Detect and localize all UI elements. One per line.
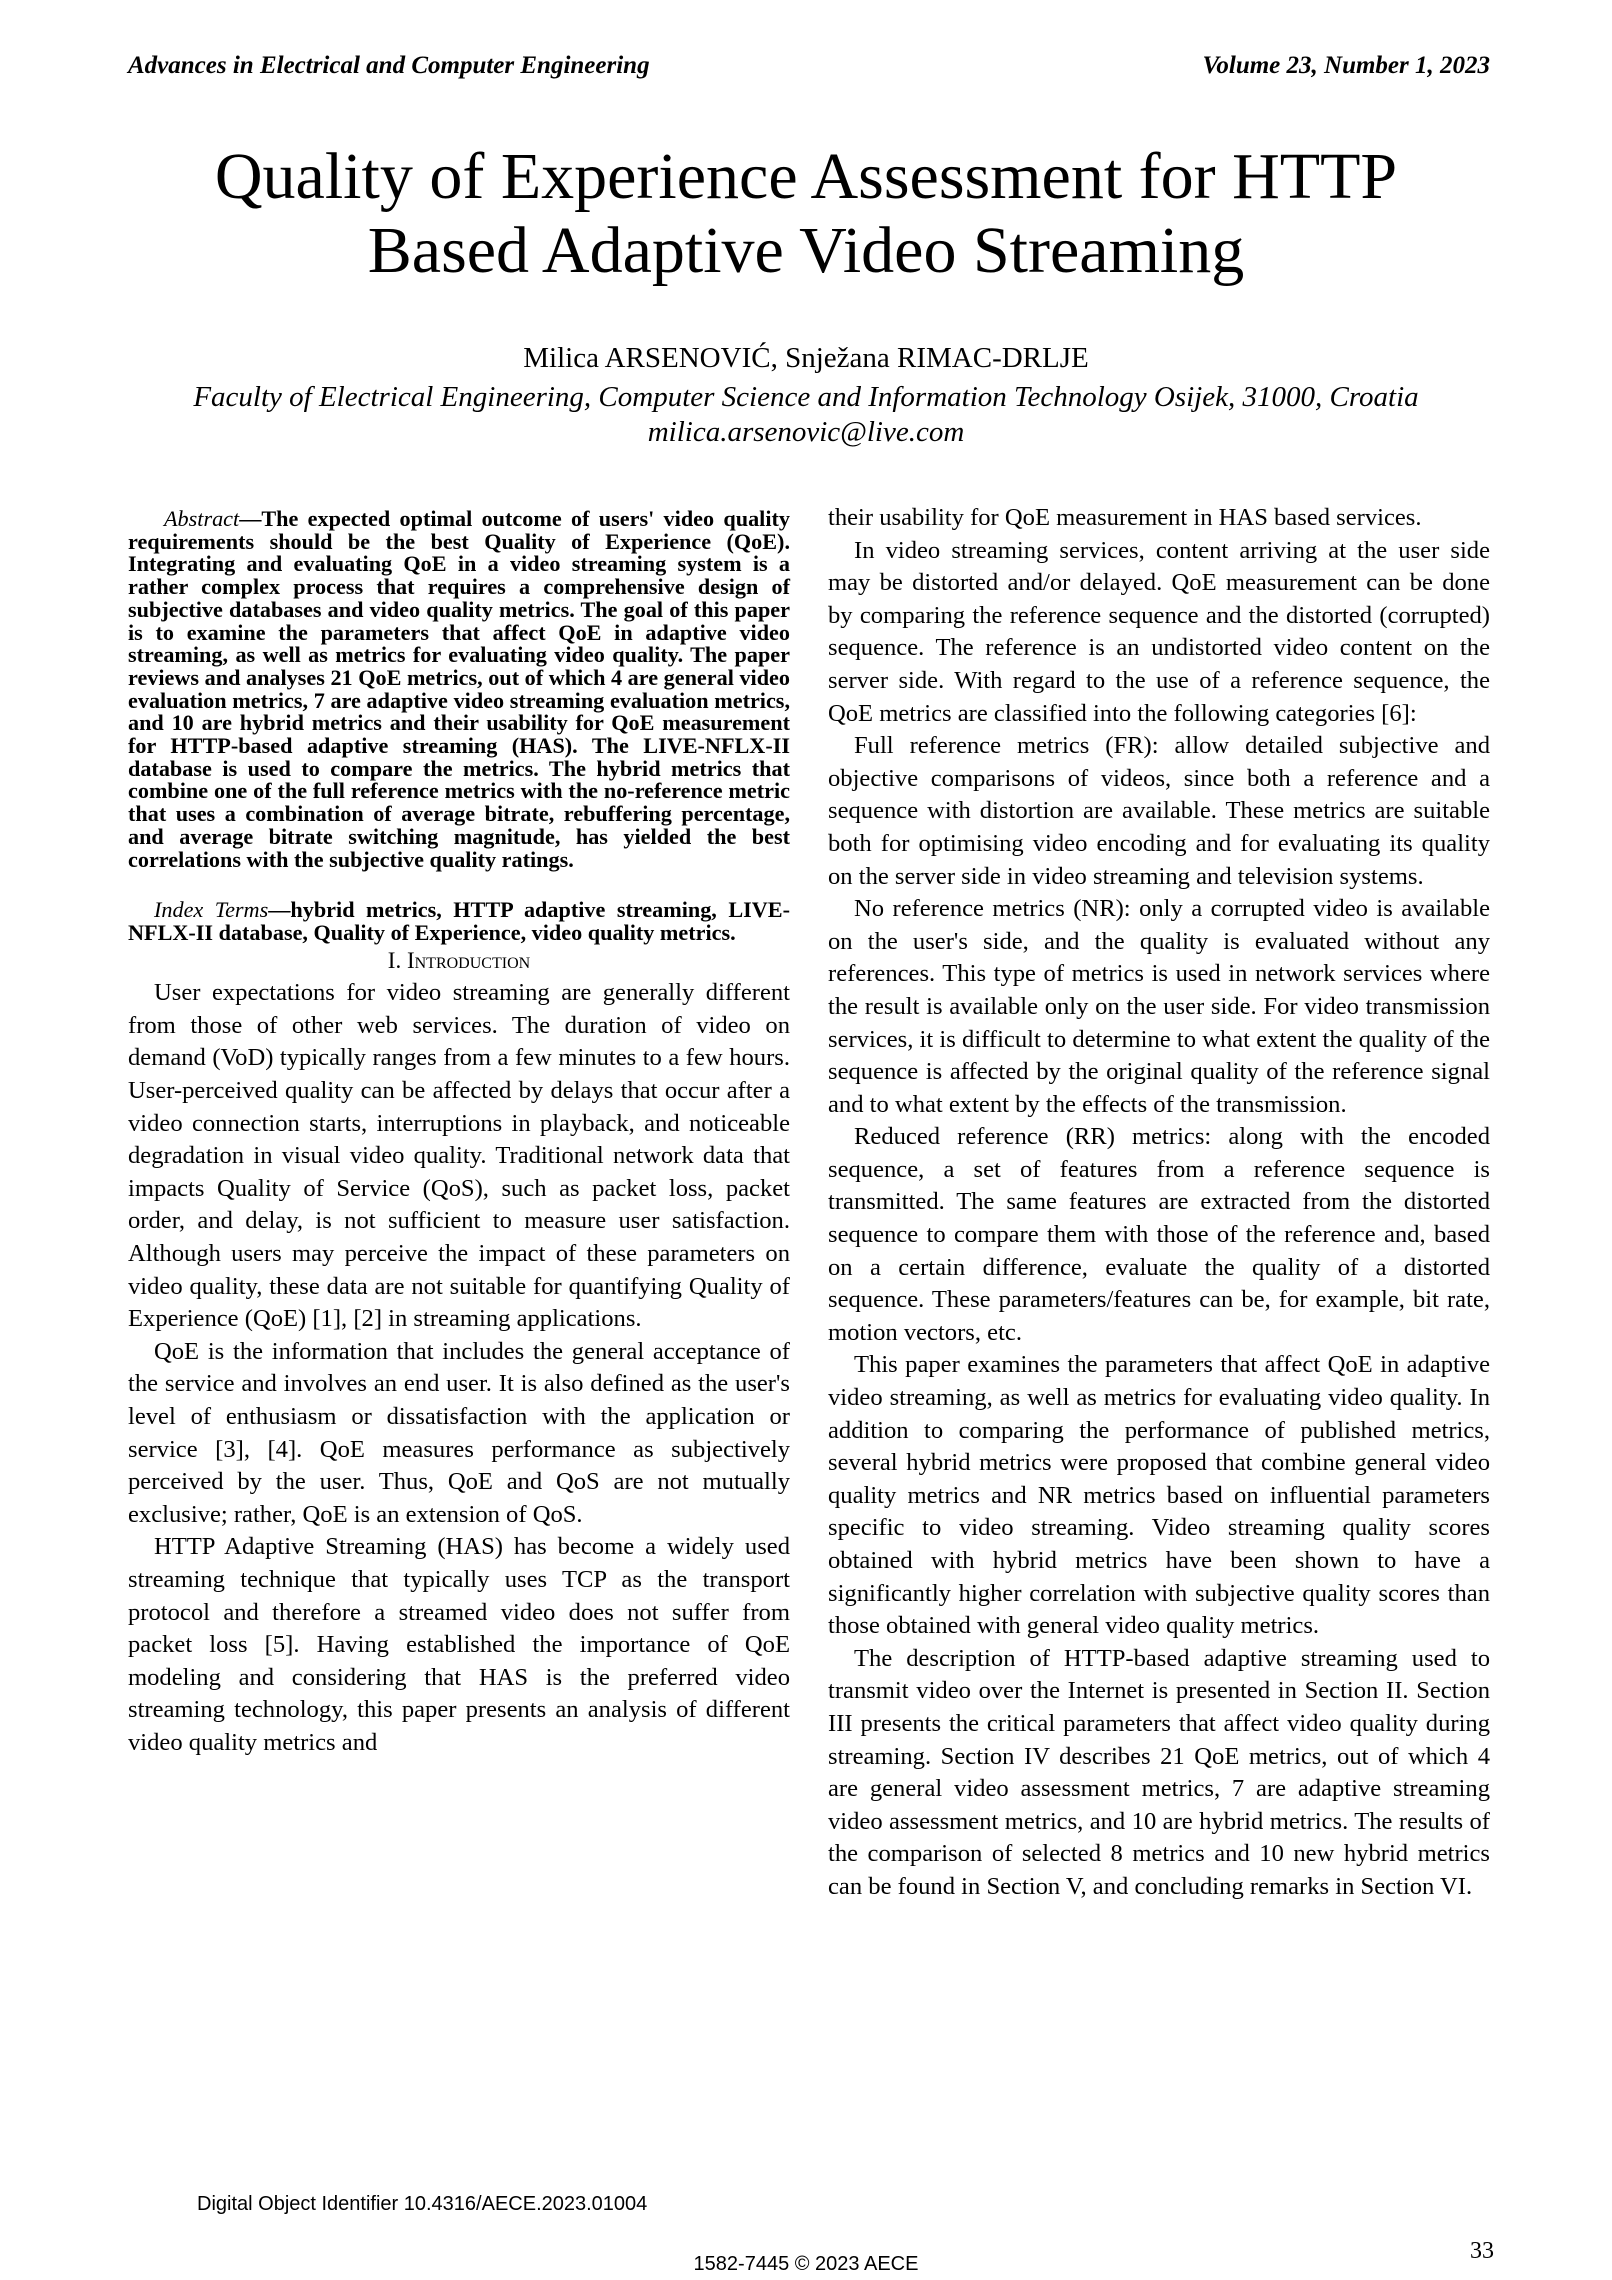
right-column	[828, 502, 1490, 1904]
section-heading-introduction	[128, 945, 790, 978]
email: milica.arsenovic@live.com	[647, 416, 965, 448]
paragraph: The description of HTTP-based adaptive streaming used to transmit video over the Internet is presented in Section II. Section III presents the critical parameters that affect video quality during streaming. Section IV describes 21 QoE metrics, out of which 4 are general video assessment metrics, 7 are adaptive streaming video assessment metrics, and 10 are hybrid metrics. The results of the comparison of selected 8 metrics and 10 new hybrid metrics can be found in Section V, and concluding remarks in Section VI.	[828, 1644, 1490, 1900]
paragraph: QoE is the information that includes the general acceptance of the service and involves an end user. It is also defined as the user's level of enthusiasm or dissatisfaction with the application or service [3], [4]. QoE measures performance as subjectively perceived by the user. Thus, QoE and QoS are not mutually exclusive; rather, QoE is an extension of QoS.	[128, 1337, 790, 1528]
index-terms-text: —hybrid metrics, HTTP adaptive streaming, LIVE-NFLX-II database, Quality of Experience, video quality metrics.	[128, 897, 790, 945]
paper-title-line-1: Quality of Experience Assessment for HTTP	[214, 140, 1398, 213]
affiliation: Faculty of Electrical Engineering, Computer Science and Information Technology Osijek, 31000, Croatia	[193, 381, 1419, 413]
page-number: 33	[1470, 2238, 1494, 2264]
running-head-volume: Volume 23, Number 1, 2023	[1202, 52, 1490, 79]
affiliation-block	[0, 380, 1612, 450]
abstract	[128, 508, 790, 871]
paragraph: User expectations for video streaming are generally different from those of other web services. The duration of video on demand (VoD) typically ranges from a few minutes to a few hours. User-perceived quality can be affected by delays that occur after a video connection starts, interruptions in playback, and noticeable degradation in visual video quality. Traditional network data that impacts Quality of Service (QoS), such as packet loss, packet order, and delay, is not sufficient to measure user satisfaction. Although users may perceive the impact of these parameters on video quality, these data are not suitable for quantifying Quality of Experience (QoE) [1], [2] in streaming applications.	[128, 979, 790, 1333]
running-head-journal: Advances in Electrical and Computer Engineering	[128, 52, 650, 79]
paragraph: Full reference metrics (FR): allow detailed subjective and objective comparisons of videos, since both a reference and a sequence with distortion are available. These metrics are suitable both for optimising video encoding and for evaluating its quality on the server side in video streaming and television systems.	[828, 732, 1490, 890]
paragraph-continuation: their usability for QoE measurement in HAS based services.	[828, 504, 1422, 531]
paper-title-line-2: Based Adaptive Video Streaming	[367, 214, 1245, 287]
index-terms	[128, 899, 790, 944]
paragraph: In video streaming services, content arriving at the user side may be distorted and/or delayed. QoE measurement can be done by comparing the reference sequence and the distorted (corrupted) sequence. The reference is an undistorted video content on the server side. With regard to the use of a reference sequence, the QoE metrics are classified into the following categories [6]:	[828, 536, 1490, 727]
section-title: Introduction	[406, 947, 531, 973]
paragraph: Reduced reference (RR) metrics: along with the encoded sequence, a set of features from a reference sequence is transmitted. The same features are extracted from the distorted sequence to compare them with those of the reference and, based on a certain difference, evaluate the quality of a distorted sequence. These parameters/features can be, for example, bit rate, motion vectors, etc.	[828, 1123, 1490, 1346]
paragraph: No reference metrics (NR): only a corrupted video is available on the user's side, and the quality is evaluated without any references. This type of metrics is used in network services where the result is available only on the user side. For video transmission services, it is difficult to determine to what extent the quality of the sequence is affected by the original quality of the reference signal and to what extent by the effects of the transmission.	[828, 895, 1490, 1118]
section-number: I.	[387, 947, 402, 973]
paragraph: This paper examines the parameters that affect QoE in adaptive video streaming, as well as metrics for evaluating video quality. In addition to comparing the performance of published metrics, several hybrid metrics were proposed that combine general video quality metrics and NR metrics based on influential parameters specific to video streaming. Video streaming quality scores obtained with hybrid metrics have been shown to have a significantly higher correlation with subjective quality scores than those obtained with general video quality metrics.	[828, 1351, 1490, 1640]
index-terms-lead: Index Terms	[154, 897, 269, 923]
paragraph: HTTP Adaptive Streaming (HAS) has become a widely used streaming technique that typically uses TCP as the transport protocol and therefore a streamed video does not suffer from packet loss [5]. Having established the importance of QoE modeling and considering that HAS is the preferred video streaming technology, this paper presents an analysis of different video quality metrics and	[128, 1533, 790, 1756]
paper-title	[0, 140, 1612, 288]
doi: Digital Object Identifier 10.4316/AECE.2023.01004	[197, 2193, 648, 2215]
authors: Milica ARSENOVIĆ, Snježana RIMAC-DRLJE	[523, 342, 1089, 374]
abstract-lead: Abstract	[164, 506, 240, 531]
left-column	[128, 508, 790, 1760]
issn-copyright: 1582-7445 © 2023 AECE	[693, 2253, 919, 2275]
abstract-text: —The expected optimal outcome of users' video quality requirements should be the best Quality of Experience (QoE). Integrating and evaluating QoE in a video streaming system is a rather complex process that requires a comprehensive design of subjective databases and video quality metrics. The goal of this paper is to examine the parameters that affect QoE in adaptive video streaming, as well as metrics for evaluating video quality. The paper reviews and analyses 21 QoE metrics, out of which 4 are general video evaluation metrics, 7 are adaptive video streaming evaluation metrics, and 10 are hybrid metrics and their usability for QoE measurement for HTTP-based adaptive streaming (HAS). The LIVE-NFLX-II database is used to compare the metrics. The hybrid metrics that combine one of the full reference metrics with the no-reference metric that uses a combination of average bitrate, rebuffering percentage, and average bitrate switching magnitude, has yielded the best correlations with the subjective quality ratings.	[128, 506, 790, 872]
